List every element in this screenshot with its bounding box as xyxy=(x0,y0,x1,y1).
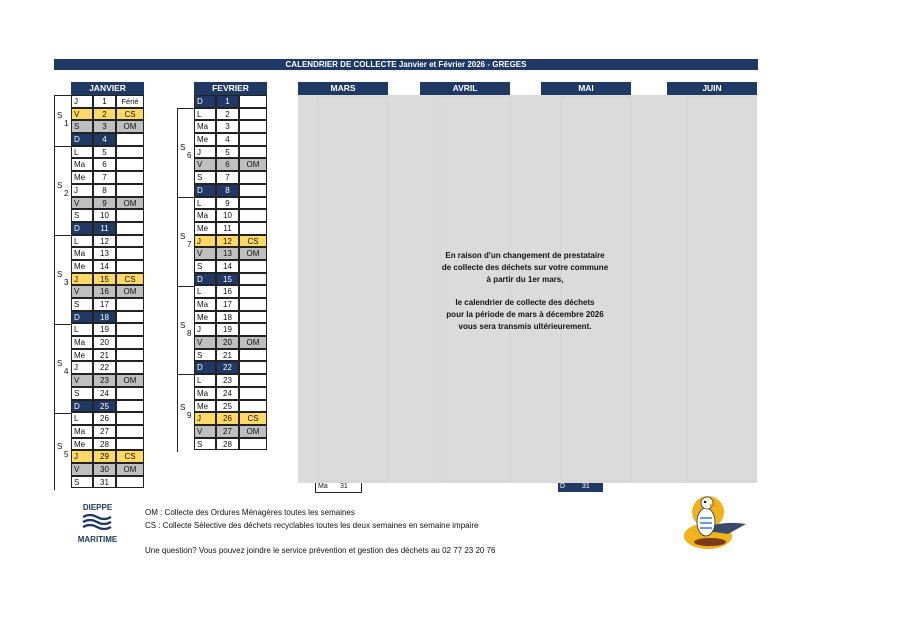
day-letter: L xyxy=(194,285,216,298)
collection-type: CS xyxy=(116,108,144,121)
collection-type xyxy=(239,197,267,210)
day-letter: J xyxy=(194,323,216,336)
collection-type: OM xyxy=(239,158,267,171)
day-number: 4 xyxy=(216,133,239,146)
week-label: S xyxy=(57,270,63,280)
day-number: 29 xyxy=(93,450,116,463)
legend-cs: CS : Collecte Sélective des déchets recyclables toutes les deux semaines en semaine impaire xyxy=(145,521,479,530)
collection-type: Férié xyxy=(116,95,144,108)
day-letter: S xyxy=(71,298,93,311)
collection-type xyxy=(239,361,267,374)
day-letter: V xyxy=(194,247,216,260)
collection-type xyxy=(239,95,267,108)
day-number: 12 xyxy=(216,235,239,248)
month-header-juin: JUIN xyxy=(667,82,757,95)
week-group xyxy=(177,108,195,198)
day-number: 9 xyxy=(216,197,239,210)
week-number: 3 xyxy=(64,278,69,288)
day-letter: Ma xyxy=(71,425,93,438)
collection-type xyxy=(116,260,144,273)
collection-type: CS xyxy=(239,235,267,248)
day-number: 20 xyxy=(93,336,116,349)
collection-type xyxy=(116,247,144,260)
collection-type xyxy=(239,260,267,273)
day-number: 10 xyxy=(216,209,239,222)
day-letter: Ma xyxy=(194,120,216,133)
notice-line: le calendrier de collecte des déchets xyxy=(455,298,595,308)
mars-last-row: Ma 31 xyxy=(315,483,362,493)
collection-type xyxy=(116,387,144,400)
day-letter: D xyxy=(194,95,216,108)
collection-type xyxy=(116,349,144,362)
day-letter: L xyxy=(71,146,93,159)
day-letter: J xyxy=(71,95,93,108)
collection-type xyxy=(116,209,144,222)
collection-type: OM xyxy=(239,247,267,260)
day-number: 5 xyxy=(216,146,239,159)
day-letter: V xyxy=(194,158,216,171)
collection-type xyxy=(239,273,267,286)
week-group xyxy=(54,413,72,490)
week-label: S xyxy=(180,232,186,242)
day-number: 9 xyxy=(93,197,116,210)
collection-type: OM xyxy=(116,285,144,298)
month-header: FEVRIER xyxy=(194,82,267,95)
day-letter: Ma xyxy=(71,336,93,349)
week-number: 6 xyxy=(187,151,192,161)
collection-type xyxy=(239,298,267,311)
day-number: 24 xyxy=(216,387,239,400)
day-number: 8 xyxy=(216,184,239,197)
day-number: 17 xyxy=(93,298,116,311)
day-number: 27 xyxy=(216,425,239,438)
day-letter: L xyxy=(194,197,216,210)
day-number: 4 xyxy=(93,133,116,146)
day-number: 27 xyxy=(93,425,116,438)
day-number: 30 xyxy=(93,463,116,476)
week-label: S xyxy=(57,181,63,191)
collection-type xyxy=(239,120,267,133)
month-header-mars: MARS xyxy=(298,82,388,95)
week-group xyxy=(177,286,195,376)
collection-type xyxy=(116,184,144,197)
day-letter: L xyxy=(71,235,93,248)
day-number: 10 xyxy=(93,209,116,222)
day-letter: L xyxy=(194,374,216,387)
day-number: 21 xyxy=(216,349,239,362)
month-header-mai: MAI xyxy=(541,82,631,95)
collection-type xyxy=(239,374,267,387)
collection-type: OM xyxy=(116,463,144,476)
notice-line: de collecte des déchets sur votre commune xyxy=(441,262,609,272)
month-header-avril: AVRIL xyxy=(420,82,510,95)
collection-type: CS xyxy=(239,412,267,425)
notice-line: pour la période de mars à décembre 2026 xyxy=(446,309,604,319)
notice-line: En raison d'un changement de prestataire xyxy=(445,251,605,260)
mai-last-row: D 31 xyxy=(558,483,603,492)
day-number: 1 xyxy=(93,95,116,108)
collection-type: CS xyxy=(116,273,144,286)
week-number: 9 xyxy=(187,411,192,421)
day-number: 11 xyxy=(216,222,239,235)
day-number: 23 xyxy=(93,374,116,387)
collection-type xyxy=(116,323,144,336)
week-label: S xyxy=(180,143,186,153)
week-cell xyxy=(177,95,194,108)
week-label: S xyxy=(180,403,186,413)
week-group xyxy=(54,235,72,325)
collection-type: OM xyxy=(239,336,267,349)
collection-type xyxy=(239,400,267,413)
day-number: 1 xyxy=(216,95,239,108)
day-letter: Ma xyxy=(194,298,216,311)
collection-type xyxy=(239,171,267,184)
day-letter: S xyxy=(194,171,216,184)
waves-icon xyxy=(75,512,120,530)
day-list xyxy=(54,95,144,488)
collection-type xyxy=(239,387,267,400)
collection-type xyxy=(239,438,267,451)
day-letter: Ma xyxy=(71,158,93,171)
collection-type xyxy=(116,133,144,146)
day-number: 22 xyxy=(216,361,239,374)
week-number: 1 xyxy=(64,119,69,129)
collection-type xyxy=(116,400,144,413)
month-janvier xyxy=(54,82,144,488)
day-letter: D xyxy=(194,273,216,286)
week-group xyxy=(177,374,195,451)
day-number: 15 xyxy=(93,273,116,286)
collection-type xyxy=(239,184,267,197)
day-number: 3 xyxy=(216,120,239,133)
day-number: 16 xyxy=(216,285,239,298)
day-letter: D xyxy=(71,133,93,146)
day-number: 25 xyxy=(216,400,239,413)
week-group xyxy=(54,146,72,236)
day-letter: Ma xyxy=(194,209,216,222)
collection-type xyxy=(116,412,144,425)
day-letter: D xyxy=(71,222,93,235)
notice-message xyxy=(420,250,630,333)
calendar-title: CALENDRIER DE COLLECTE Janvier et Février 2026 - GREGES xyxy=(54,59,758,70)
collection-type: OM xyxy=(116,374,144,387)
dieppe-maritime-logo: DIEPPE MARITIME xyxy=(75,503,120,551)
day-letter: V xyxy=(71,463,93,476)
day-letter: S xyxy=(71,120,93,133)
week-number: 5 xyxy=(64,449,69,459)
week-number: 4 xyxy=(64,367,69,377)
day-letter: Me xyxy=(194,400,216,413)
day-letter: L xyxy=(71,323,93,336)
week-label: S xyxy=(180,320,186,330)
day-number: 21 xyxy=(93,349,116,362)
collection-type xyxy=(116,158,144,171)
day-number: 25 xyxy=(93,400,116,413)
day-letter: D xyxy=(71,311,93,324)
day-letter: Me xyxy=(71,260,93,273)
day-number: 23 xyxy=(216,374,239,387)
day-letter: S xyxy=(194,260,216,273)
day-number: 14 xyxy=(93,260,116,273)
day-number: 7 xyxy=(93,171,116,184)
collection-type: OM xyxy=(239,425,267,438)
day-letter: V xyxy=(194,425,216,438)
collection-type xyxy=(239,349,267,362)
day-letter: Me xyxy=(71,349,93,362)
day-number: 3 xyxy=(93,120,116,133)
collection-type xyxy=(116,361,144,374)
day-letter: V xyxy=(71,108,93,121)
day-number: 18 xyxy=(93,311,116,324)
week-label: S xyxy=(57,111,63,121)
day-letter: S xyxy=(194,438,216,451)
notice-line: vous sera transmis ultérieurement. xyxy=(458,321,592,331)
day-number: 15 xyxy=(216,273,239,286)
day-letter: J xyxy=(194,235,216,248)
day-number: 26 xyxy=(216,412,239,425)
day-number: 8 xyxy=(93,184,116,197)
day-letter: Ma xyxy=(194,387,216,400)
day-number: 12 xyxy=(93,235,116,248)
collection-type xyxy=(116,171,144,184)
week-number: 7 xyxy=(187,240,192,250)
day-letter: S xyxy=(71,209,93,222)
collection-type xyxy=(116,311,144,324)
collection-type xyxy=(239,108,267,121)
day-letter: Me xyxy=(194,222,216,235)
day-number: 20 xyxy=(216,336,239,349)
day-number: 11 xyxy=(93,222,116,235)
collection-type: OM xyxy=(116,197,144,210)
collection-type xyxy=(116,222,144,235)
day-letter: J xyxy=(71,450,93,463)
day-number: 16 xyxy=(93,285,116,298)
day-number: 2 xyxy=(93,108,116,121)
day-number: 2 xyxy=(216,108,239,121)
day-letter: V xyxy=(71,374,93,387)
day-letter: Me xyxy=(194,133,216,146)
notice-line: à partir du 1er mars, xyxy=(486,274,564,284)
day-letter: J xyxy=(194,412,216,425)
day-number: 28 xyxy=(93,438,116,451)
day-list xyxy=(177,95,267,450)
day-letter: J xyxy=(71,361,93,374)
week-number: 2 xyxy=(64,189,69,199)
day-letter: L xyxy=(71,412,93,425)
week-number: 8 xyxy=(187,328,192,338)
day-number: 26 xyxy=(93,412,116,425)
day-letter: L xyxy=(194,108,216,121)
collection-type xyxy=(116,146,144,159)
day-number: 28 xyxy=(216,438,239,451)
legend-om: OM : Collecte des Ordures Ménagères toutes les semaines xyxy=(145,508,355,517)
week-label: S xyxy=(57,359,63,369)
collection-type xyxy=(116,476,144,489)
collection-type xyxy=(239,146,267,159)
day-letter: J xyxy=(71,184,93,197)
day-letter: D xyxy=(71,400,93,413)
day-letter: Me xyxy=(71,171,93,184)
collection-type xyxy=(116,235,144,248)
collection-type xyxy=(116,298,144,311)
collection-type xyxy=(239,323,267,336)
week-group xyxy=(54,95,72,147)
day-row xyxy=(177,95,267,108)
collection-type xyxy=(116,438,144,451)
day-number: 19 xyxy=(93,323,116,336)
day-letter: V xyxy=(194,336,216,349)
collection-type: CS xyxy=(116,450,144,463)
day-letter: D xyxy=(194,361,216,374)
contact-line: Une question? Vous pouvez joindre le service prévention et gestion des déchets au 02 77 23 20 76 xyxy=(145,546,496,555)
day-number: 5 xyxy=(93,146,116,159)
day-letter: D xyxy=(194,184,216,197)
day-number: 13 xyxy=(216,247,239,260)
day-letter: Ma xyxy=(71,247,93,260)
day-number: 24 xyxy=(93,387,116,400)
day-letter: S xyxy=(71,476,93,489)
day-letter: S xyxy=(194,349,216,362)
month-header: JANVIER xyxy=(71,82,144,95)
day-number: 31 xyxy=(93,476,116,489)
day-letter: V xyxy=(71,285,93,298)
day-number: 6 xyxy=(93,158,116,171)
collection-type xyxy=(116,425,144,438)
day-letter: Me xyxy=(71,438,93,451)
day-number: 14 xyxy=(216,260,239,273)
collection-type xyxy=(239,133,267,146)
day-number: 7 xyxy=(216,171,239,184)
collection-type: OM xyxy=(116,120,144,133)
day-letter: S xyxy=(71,387,93,400)
day-number: 6 xyxy=(216,158,239,171)
day-letter: J xyxy=(194,146,216,159)
day-letter: J xyxy=(71,273,93,286)
collection-type xyxy=(239,222,267,235)
day-number: 19 xyxy=(216,323,239,336)
collection-type xyxy=(239,285,267,298)
month-fevrier xyxy=(177,82,267,450)
day-number: 13 xyxy=(93,247,116,260)
day-number: 22 xyxy=(93,361,116,374)
collection-type xyxy=(239,209,267,222)
day-number: 18 xyxy=(216,311,239,324)
day-number: 17 xyxy=(216,298,239,311)
week-group xyxy=(177,197,195,287)
collection-type xyxy=(116,336,144,349)
week-group xyxy=(54,324,72,414)
seagull-mascot-icon xyxy=(680,490,752,552)
week-label: S xyxy=(57,441,63,451)
day-letter: V xyxy=(71,197,93,210)
collection-type xyxy=(239,311,267,324)
day-letter: Me xyxy=(194,311,216,324)
